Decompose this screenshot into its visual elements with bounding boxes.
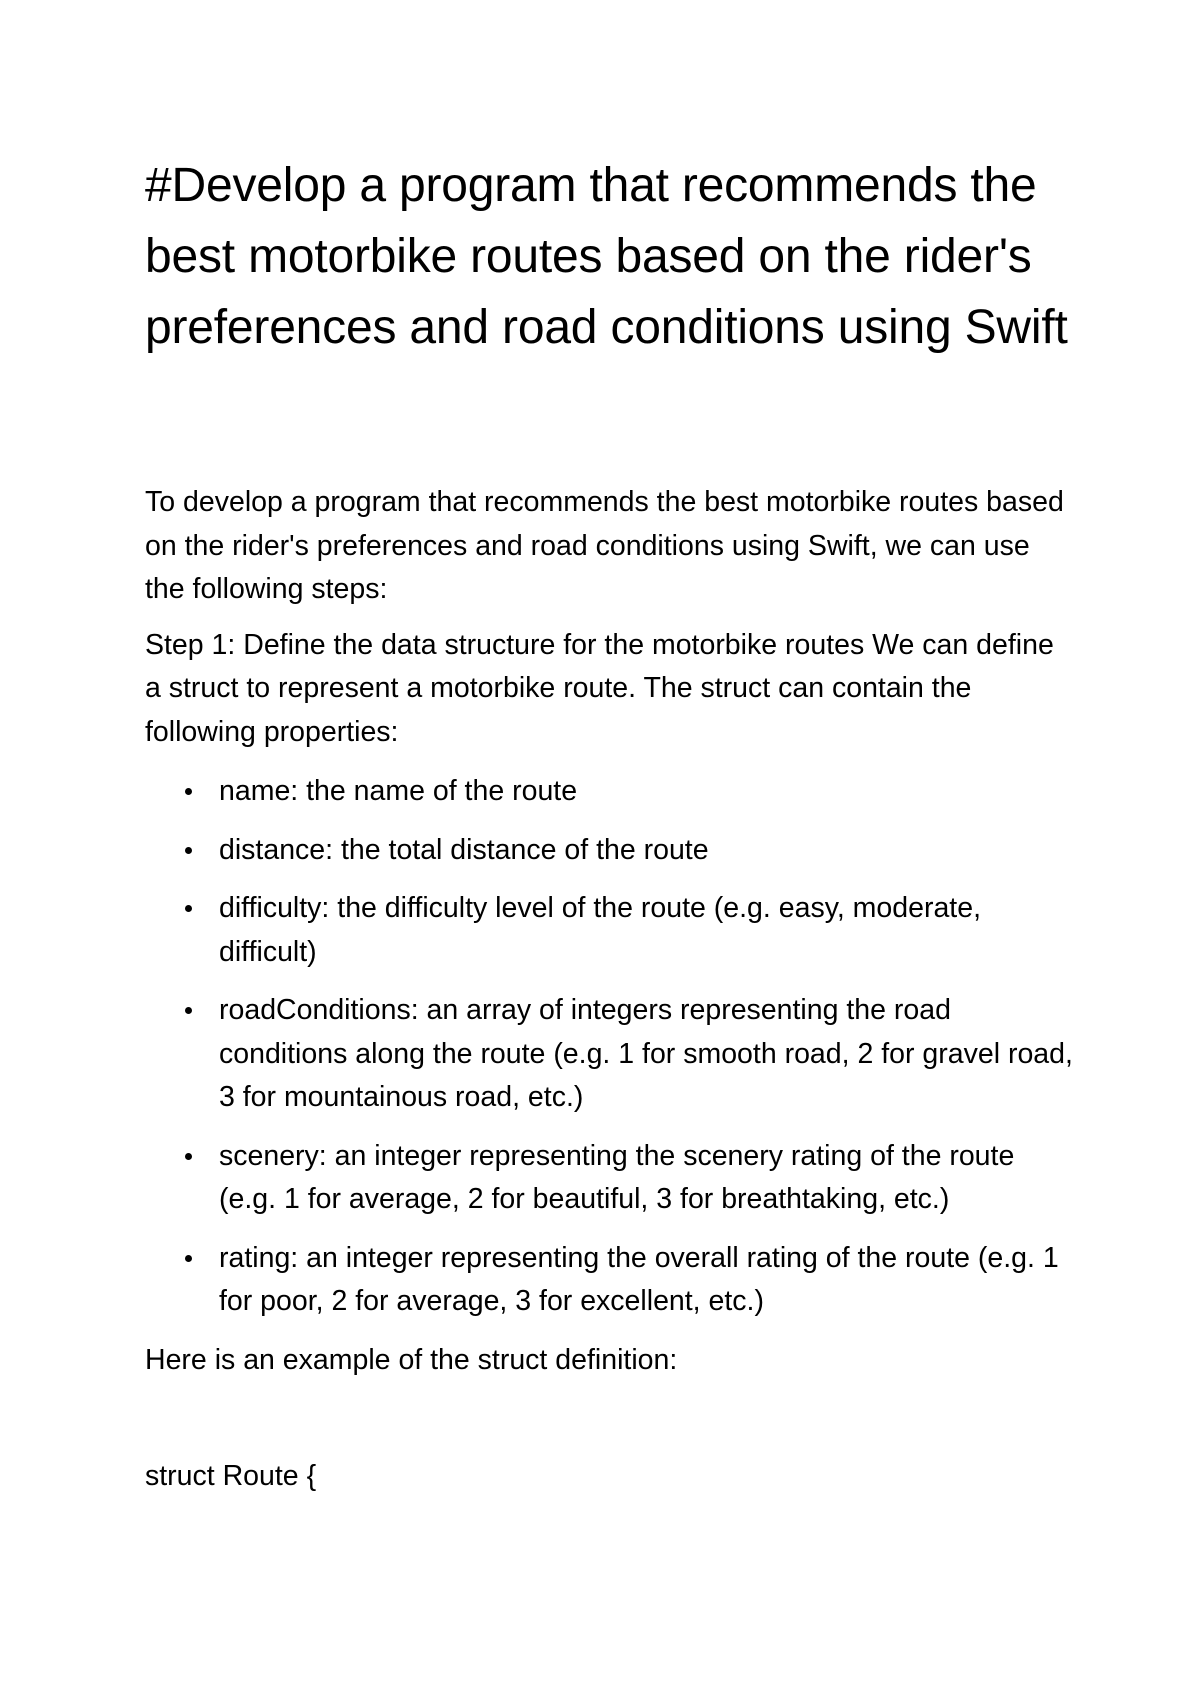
list-item [145, 1237, 1075, 1324]
property-text-name: name: the name of the route [219, 775, 578, 807]
bullet-icon [185, 788, 192, 795]
bullet-icon [185, 1153, 192, 1160]
property-text-difficulty: difficulty: the difficulty level of the route (e.g. easy, moderate, difficult) [219, 892, 981, 968]
document-title: #Develop a program that recommends the best motorbike routes based on the rider's preferences and road conditions using Swift [145, 159, 1068, 354]
bullet-icon [185, 1255, 192, 1262]
property-text-scenery: scenery: an integer representing the scenery rating of the route (e.g. 1 for average, 2 for beautiful, 3 for breathtaking, etc.) [219, 1139, 1015, 1215]
list-item [145, 1135, 1075, 1222]
list-item [145, 989, 1075, 1120]
intro-paragraph: To develop a program that recommends the best motorbike routes based on the rider's preferences and road conditions using Swift, we can use the following steps: [145, 486, 1064, 605]
example-intro-paragraph: Here is an example of the struct definition: [145, 1343, 678, 1376]
property-text-rating: rating: an integer representing the overall rating of the route (e.g. 1 for poor, 2 for average, 3 for excellent, etc.) [219, 1241, 1059, 1317]
list-item [145, 887, 1075, 974]
list-item [145, 829, 1075, 873]
step-1-paragraph: Step 1: Define the data structure for the motorbike routes We can define a struct to represent a motorbike route. The struct can contain the following properties: [145, 628, 1054, 748]
property-text-distance: distance: the total distance of the route [219, 833, 709, 866]
property-list [145, 770, 1075, 1324]
code-line: struct Route { [145, 1460, 317, 1492]
bullet-icon [185, 1007, 192, 1014]
document-content [145, 150, 1075, 1499]
property-text-road-conditions: roadConditions: an array of integers representing the road conditions along the route (e.g. 1 for smooth road, 2 for gravel road, 3 for mountainous road, etc.) [219, 994, 1073, 1113]
bullet-icon [185, 905, 192, 912]
list-item [145, 770, 1075, 814]
bullet-icon [185, 847, 192, 854]
